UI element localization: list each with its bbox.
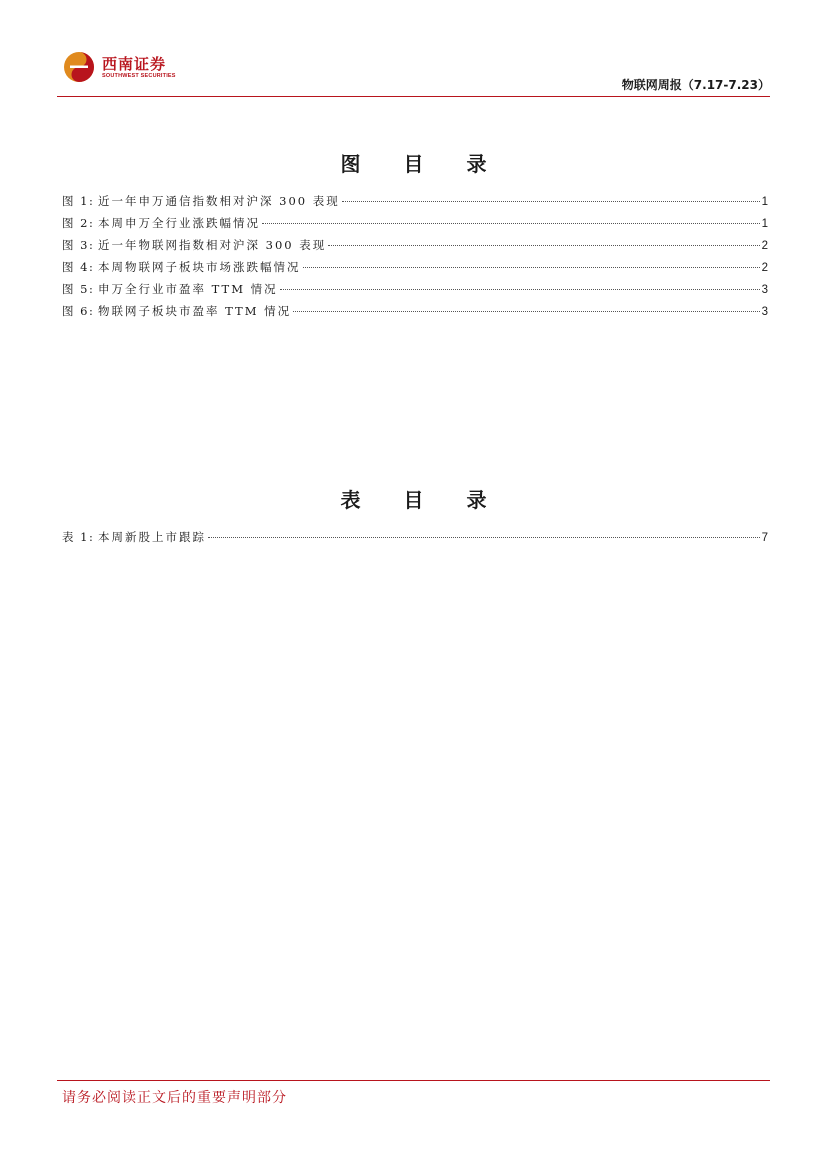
figure-toc-entry-page: 3 (761, 284, 768, 296)
dot-leader (303, 267, 760, 268)
figure-toc-entry[interactable] (62, 303, 768, 325)
figures-toc-title: 图 目 录 (340, 152, 505, 176)
table-toc-entry[interactable] (62, 529, 768, 551)
figure-toc-entry[interactable] (62, 237, 768, 259)
dot-leader (280, 289, 760, 290)
table-toc-entry-title: 本周新股上市跟踪 (98, 530, 207, 544)
figure-toc-entry-page: 2 (761, 262, 768, 274)
figure-toc-entry-label: 图 2: (62, 216, 95, 230)
figure-toc-entry-title: 近一年申万通信指数相对沪深 300 表现 (98, 194, 340, 208)
figures-toc-list (62, 193, 768, 325)
report-title: 物联网周报（7.17-7.23） (621, 78, 770, 92)
dot-leader (328, 245, 759, 246)
figure-toc-entry-label: 图 3: (62, 238, 95, 252)
page-header (0, 0, 827, 100)
dot-leader (208, 537, 760, 538)
figure-toc-entry[interactable] (62, 215, 768, 237)
figure-toc-entry[interactable] (62, 193, 768, 215)
figure-toc-entry-page: 1 (761, 218, 768, 230)
figure-toc-entry-label: 图 5: (62, 282, 95, 296)
figure-toc-entry-label: 图 1: (62, 194, 95, 208)
figure-toc-entry[interactable] (62, 281, 768, 303)
dot-leader (262, 223, 760, 224)
company-logo (62, 50, 176, 84)
tables-toc-title: 表 目 录 (340, 488, 505, 512)
dot-leader (293, 311, 759, 312)
figure-toc-entry-title: 近一年物联网指数相对沪深 300 表现 (98, 238, 327, 252)
figure-toc-entry-page: 3 (761, 306, 768, 318)
figure-toc-entry-title: 本周物联网子板块市场涨跌幅情况 (98, 260, 301, 274)
header-divider (57, 96, 770, 97)
logo-name-en: SOUTHWEST SECURITIES (102, 72, 176, 79)
figure-toc-entry-title: 申万全行业市盈率 TTM 情况 (98, 282, 278, 296)
figure-toc-entry-page: 1 (761, 196, 768, 208)
dot-leader (342, 201, 760, 202)
logo-name-cn: 西南证券 (102, 54, 167, 73)
figure-toc-entry-title: 本周申万全行业涨跌幅情况 (98, 216, 261, 230)
figure-toc-entry-page: 2 (761, 240, 768, 252)
figure-toc-entry[interactable] (62, 259, 768, 281)
tables-toc-list (62, 529, 768, 551)
table-toc-entry-label: 表 1: (62, 530, 95, 544)
logo-emblem-icon (62, 50, 96, 84)
figure-toc-entry-label: 图 6: (62, 304, 95, 318)
figure-toc-entry-label: 图 4: (62, 260, 95, 274)
footer-divider (57, 1080, 770, 1081)
table-toc-entry-page: 7 (761, 532, 768, 544)
footer-disclaimer: 请务必阅读正文后的重要声明部分 (62, 1090, 287, 1106)
figure-toc-entry-title: 物联网子板块市盈率 TTM 情况 (98, 304, 292, 318)
